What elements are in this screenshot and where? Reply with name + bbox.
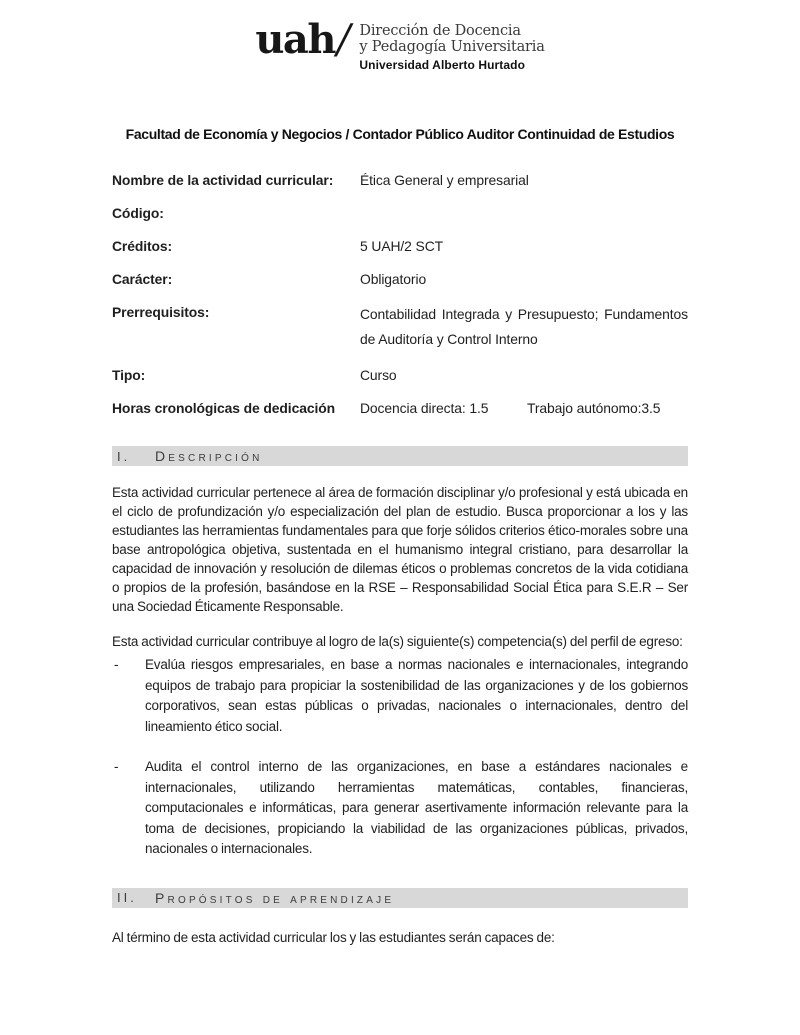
section-heading: Propósitos de aprendizaje — [155, 889, 395, 906]
field-label: Tipo: — [112, 367, 146, 383]
field-row-nombre — [112, 170, 688, 190]
field-value: 5 UAH/2 SCT — [360, 238, 444, 254]
hours-trabajo-autonomo: Trabajo autónomo:3.5 — [527, 400, 661, 416]
logo-unit-line2: y Pedagogía Universitaria — [359, 39, 545, 55]
document-title: Facultad de Economía y Negocios / Contador Público Auditor Continuidad de Estudios — [125, 126, 675, 142]
field-label: Horas cronológicas de dedicación — [112, 400, 335, 416]
uah-logo — [112, 18, 688, 76]
field-row-caracter — [112, 269, 688, 289]
field-row-prerrequisitos — [112, 302, 688, 352]
field-value: Contabilidad Integrada y Presupuesto; Fundamentos de Auditoría y Control Interno — [360, 306, 688, 347]
section-bar-descripcion — [112, 446, 688, 466]
section-bar-propositos — [112, 888, 688, 908]
competency-item — [112, 757, 688, 860]
field-row-horas — [112, 398, 688, 418]
field-label: Carácter: — [112, 271, 173, 287]
field-row-codigo — [112, 203, 688, 223]
field-value: Obligatorio — [360, 271, 427, 287]
section-heading: Descripción — [155, 448, 263, 464]
uah-wordmark-slash: / — [336, 17, 351, 63]
field-label: Código: — [112, 205, 164, 221]
field-value: Curso — [360, 367, 397, 383]
competency-text: Audita el control interno de las organizaciones, en base a estándares nacionales e internacionales, utilizando herramientas matemáticas, contables, financieras, computacionales e informáticas, para generar asertivamente información relevante para la toma de decisiones, propiciando la viabilidad de las organizaciones públicas, privados, nacionales o internacionales. — [145, 759, 688, 856]
field-row-creditos — [112, 236, 688, 256]
section-number: I. — [117, 448, 131, 464]
competency-item — [112, 655, 688, 737]
hours-docencia-directa: Docencia directa: 1.5 — [360, 400, 489, 416]
bullet-dash: - — [114, 759, 119, 774]
competency-text: Evalúa riesgos empresariales, en base a normas nacionales e internacionales, integrando equipos de trabajo para propiciar la sostenibilidad de las organizaciones y de los gobiernos corporativos, sean estas públicas o privadas, nacionales o internacionales, dentro del lineamiento ético social. — [145, 657, 688, 734]
description-paragraph: Esta actividad curricular pertenece al área de formación disciplinar y/o profesional y está ubicada en el ciclo de profundización y/o especialización del plan de estudio. Busca proporcionar a los y las estudiantes las herramientas fundamentales para que forje sólidos criterios ético-morales sobre una base antropológica objetiva, sustentada en el humanismo integral cristiano, para desarrollar la capacidad de innovación y resolución de dilemas éticos o problemas concretos de la vida cotidiana o propios de la profesión, basándose en la RSE – Responsabilidad Social Ética para S.E.R – Ser una Sociedad Éticamente Responsable. — [112, 485, 688, 614]
logo-unit-line1: Dirección de Docencia — [359, 23, 521, 39]
logo-text-block — [359, 18, 544, 72]
field-label: Créditos: — [112, 238, 173, 254]
field-label: Nombre de la actividad curricular: — [112, 172, 334, 188]
field-row-tipo — [112, 365, 688, 385]
bullet-dash: - — [114, 657, 119, 672]
uah-wordmark-text: uah — [255, 16, 335, 63]
field-value: Ética General y empresarial — [360, 172, 529, 188]
section-number: II. — [117, 890, 137, 905]
course-info-table — [112, 170, 688, 418]
uah-wordmark — [255, 18, 350, 62]
field-label: Prerrequisitos: — [112, 304, 210, 320]
purposes-intro: Al término de esta actividad curricular los y las estudiantes serán capaces de: — [112, 929, 555, 945]
field-value-hours — [360, 398, 688, 418]
competencies-intro: Esta actividad curricular contribuye al logro de la(s) siguiente(s) competencia(s) del perfil de egreso: — [112, 634, 683, 649]
logo-university-name: Universidad Alberto Hurtado — [359, 58, 526, 72]
